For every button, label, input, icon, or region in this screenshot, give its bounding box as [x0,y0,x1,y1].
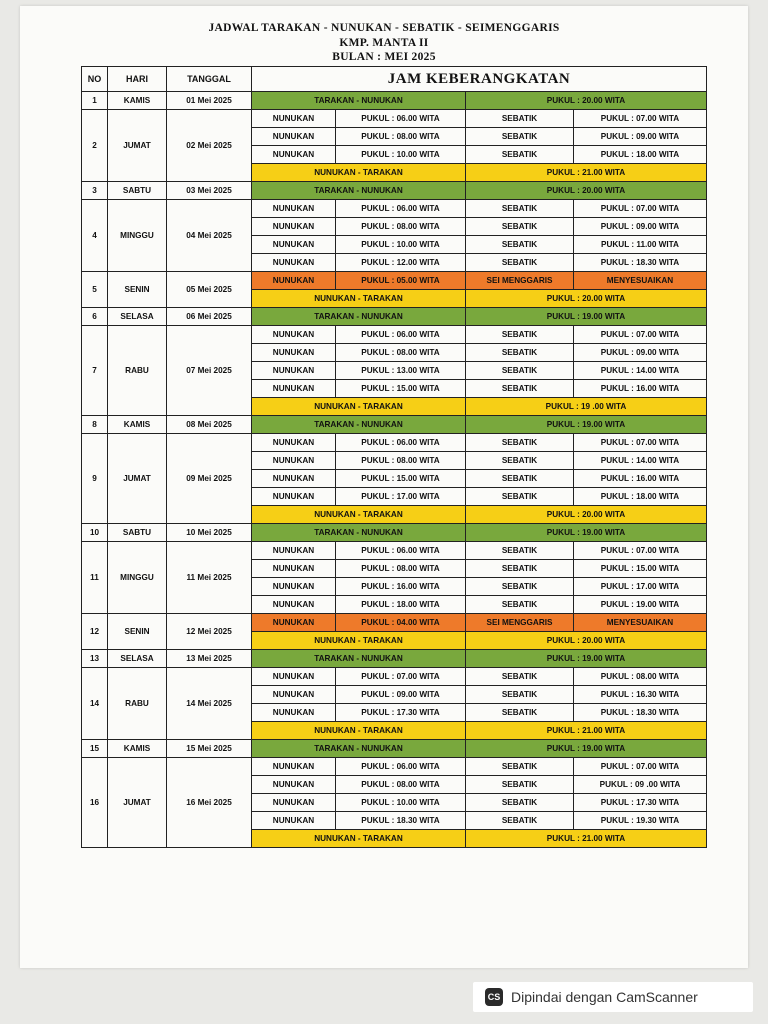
origin-cell: NUNUKAN [252,668,336,686]
date-cell: 01 Mei 2025 [167,92,252,110]
destination-cell: SEBATIK [466,488,574,506]
return-time-cell: PUKUL : 16.00 WITA [574,380,707,398]
date-cell: 04 Mei 2025 [167,200,252,272]
destination-cell: SEBATIK [466,560,574,578]
day-number-cell: 13 [82,650,108,668]
departure-time-cell: PUKUL : 10.00 WITA [336,794,466,812]
vessel-name: KMP. MANTA II [339,37,429,49]
origin-cell: NUNUKAN [252,362,336,380]
return-time-cell: PUKUL : 19.00 WITA [574,596,707,614]
origin-cell: NUNUKAN [252,704,336,722]
return-time-cell: PUKUL : 09.00 WITA [574,218,707,236]
date-cell: 13 Mei 2025 [167,650,252,668]
schedule-table [81,66,707,848]
origin-cell: NUNUKAN [252,794,336,812]
trip-row [82,434,707,452]
day-name-cell: MINGGU [108,542,167,614]
schedule-body [82,92,707,848]
date-cell: 03 Mei 2025 [167,182,252,200]
day-number-cell: 8 [82,416,108,434]
departure-time-cell: PUKUL : 05.00 WITA [336,272,466,290]
route-time-cell: PUKUL : 19.00 WITA [466,650,707,668]
day-number-cell: 6 [82,308,108,326]
date-cell: 12 Mei 2025 [167,614,252,650]
destination-cell: SEBATIK [466,776,574,794]
origin-cell: NUNUKAN [252,344,336,362]
origin-cell: NUNUKAN [252,200,336,218]
destination-cell: SEBATIK [466,668,574,686]
trip-row [82,200,707,218]
destination-cell: SEBATIK [466,200,574,218]
table-header-row [82,67,707,92]
date-cell: 15 Mei 2025 [167,740,252,758]
route-time-cell: PUKUL : 21.00 WITA [466,830,707,848]
return-time-cell: PUKUL : 07.00 WITA [574,758,707,776]
origin-cell: NUNUKAN [252,452,336,470]
route-time-cell: PUKUL : 20.00 WITA [466,182,707,200]
route-summary-row [82,740,707,758]
departure-time-cell: PUKUL : 07.00 WITA [336,668,466,686]
route-summary-row [82,182,707,200]
day-name-cell: SELASA [108,308,167,326]
destination-cell: SEBATIK [466,542,574,560]
camscanner-logo-icon: CS [485,988,503,1006]
route-cell: TARAKAN - NUNUKAN [252,182,466,200]
header-day: HARI [108,67,167,92]
destination-cell: SEBATIK [466,596,574,614]
route-time-cell: PUKUL : 20.00 WITA [466,92,707,110]
date-cell: 14 Mei 2025 [167,668,252,740]
route-cell: TARAKAN - NUNUKAN [252,416,466,434]
origin-cell: NUNUKAN [252,578,336,596]
route-cell: TARAKAN - NUNUKAN [252,524,466,542]
return-time-cell: PUKUL : 14.00 WITA [574,362,707,380]
origin-cell: NUNUKAN [252,686,336,704]
departure-time-cell: PUKUL : 15.00 WITA [336,470,466,488]
return-time-cell: PUKUL : 07.00 WITA [574,434,707,452]
destination-cell: SEBATIK [466,758,574,776]
day-name-cell: SENIN [108,272,167,308]
origin-cell: NUNUKAN [252,776,336,794]
departure-time-cell: PUKUL : 08.00 WITA [336,776,466,794]
destination-cell: SEBATIK [466,218,574,236]
date-cell: 06 Mei 2025 [167,308,252,326]
return-time-cell: PUKUL : 16.30 WITA [574,686,707,704]
route-time-cell: PUKUL : 19.00 WITA [466,524,707,542]
day-name-cell: JUMAT [108,110,167,182]
route-cell: TARAKAN - NUNUKAN [252,650,466,668]
day-name-cell: RABU [108,668,167,740]
return-time-cell: PUKUL : 07.00 WITA [574,200,707,218]
route-cell: NUNUKAN - TARAKAN [252,398,466,416]
day-number-cell: 16 [82,758,108,848]
watermark-text: Dipindai dengan CamScanner [511,989,698,1005]
destination-cell: SEBATIK [466,812,574,830]
day-number-cell: 12 [82,614,108,650]
origin-cell: NUNUKAN [252,560,336,578]
departure-time-cell: PUKUL : 12.00 WITA [336,254,466,272]
route-time-cell: PUKUL : 19.00 WITA [466,416,707,434]
day-name-cell: JUMAT [108,434,167,524]
trip-row [82,326,707,344]
destination-cell: SEBATIK [466,380,574,398]
departure-time-cell: PUKUL : 17.30 WITA [336,704,466,722]
return-time-cell: PUKUL : 18.30 WITA [574,254,707,272]
day-name-cell: RABU [108,326,167,416]
day-number-cell: 15 [82,740,108,758]
departure-time-cell: PUKUL : 08.00 WITA [336,344,466,362]
schedule-month: BULAN : MEI 2025 [332,51,436,63]
camscanner-watermark [473,982,753,1012]
origin-cell: NUNUKAN [252,596,336,614]
destination-cell: SEBATIK [466,704,574,722]
route-summary-row [82,92,707,110]
destination-cell: SEBATIK [466,452,574,470]
day-number-cell: 5 [82,272,108,308]
route-time-cell: PUKUL : 20.00 WITA [466,632,707,650]
day-name-cell: MINGGU [108,200,167,272]
destination-cell: SEBATIK [466,362,574,380]
day-number-cell: 1 [82,92,108,110]
return-time-cell: PUKUL : 09.00 WITA [574,128,707,146]
trip-row [82,758,707,776]
day-number-cell: 14 [82,668,108,740]
route-cell: NUNUKAN - TARAKAN [252,830,466,848]
origin-cell: NUNUKAN [252,236,336,254]
return-time-cell: PUKUL : 15.00 WITA [574,560,707,578]
departure-time-cell: PUKUL : 06.00 WITA [336,434,466,452]
date-cell: 08 Mei 2025 [167,416,252,434]
destination-cell: SEBATIK [466,686,574,704]
day-name-cell: KAMIS [108,92,167,110]
destination-cell: SEI MENGGARIS [466,614,574,632]
route-time-cell: PUKUL : 19 .00 WITA [466,398,707,416]
day-name-cell: SENIN [108,614,167,650]
departure-time-cell: PUKUL : 06.00 WITA [336,110,466,128]
destination-cell: SEBATIK [466,344,574,362]
departure-time-cell: PUKUL : 17.00 WITA [336,488,466,506]
route-time-cell: PUKUL : 21.00 WITA [466,164,707,182]
day-name-cell: KAMIS [108,416,167,434]
route-summary-row [82,308,707,326]
day-name-cell: KAMIS [108,740,167,758]
header-departure-time: JAM KEBERANGKATAN [252,67,707,92]
departure-time-cell: PUKUL : 08.00 WITA [336,218,466,236]
day-number-cell: 11 [82,542,108,614]
departure-time-cell: PUKUL : 18.00 WITA [336,596,466,614]
destination-cell: SEI MENGGARIS [466,272,574,290]
departure-time-cell: PUKUL : 09.00 WITA [336,686,466,704]
destination-cell: SEBATIK [466,794,574,812]
return-time-cell: PUKUL : 17.30 WITA [574,794,707,812]
route-cell: TARAKAN - NUNUKAN [252,92,466,110]
return-time-cell: PUKUL : 07.00 WITA [574,542,707,560]
route-summary-row [82,650,707,668]
departure-time-cell: PUKUL : 13.00 WITA [336,362,466,380]
route-cell: NUNUKAN - TARAKAN [252,164,466,182]
departure-time-cell: PUKUL : 08.00 WITA [336,128,466,146]
date-cell: 16 Mei 2025 [167,758,252,848]
destination-cell: SEBATIK [466,470,574,488]
destination-cell: SEBATIK [466,128,574,146]
return-time-cell: PUKUL : 09.00 WITA [574,344,707,362]
date-cell: 09 Mei 2025 [167,434,252,524]
trip-row [82,614,707,632]
origin-cell: NUNUKAN [252,470,336,488]
return-time-cell: PUKUL : 17.00 WITA [574,578,707,596]
route-time-cell: PUKUL : 19.00 WITA [466,740,707,758]
destination-cell: SEBATIK [466,254,574,272]
departure-time-cell: PUKUL : 04.00 WITA [336,614,466,632]
return-time-cell: PUKUL : 07.00 WITA [574,326,707,344]
day-number-cell: 9 [82,434,108,524]
date-cell: 07 Mei 2025 [167,326,252,416]
header-no: NO [82,67,108,92]
departure-time-cell: PUKUL : 08.00 WITA [336,452,466,470]
return-time-cell: PUKUL : 18.00 WITA [574,146,707,164]
route-cell: TARAKAN - NUNUKAN [252,740,466,758]
day-number-cell: 3 [82,182,108,200]
origin-cell: NUNUKAN [252,488,336,506]
origin-cell: NUNUKAN [252,218,336,236]
date-cell: 10 Mei 2025 [167,524,252,542]
day-number-cell: 7 [82,326,108,416]
schedule-title: JADWAL TARAKAN - NUNUKAN - SEBATIK - SEIMENGGARIS [208,22,560,34]
route-summary-row [82,416,707,434]
day-name-cell: SELASA [108,650,167,668]
trip-row [82,668,707,686]
destination-cell: SEBATIK [466,326,574,344]
route-cell: TARAKAN - NUNUKAN [252,308,466,326]
departure-time-cell: PUKUL : 15.00 WITA [336,380,466,398]
departure-time-cell: PUKUL : 06.00 WITA [336,758,466,776]
return-time-cell: PUKUL : 19.30 WITA [574,812,707,830]
origin-cell: NUNUKAN [252,614,336,632]
route-time-cell: PUKUL : 19.00 WITA [466,308,707,326]
destination-cell: SEBATIK [466,110,574,128]
departure-time-cell: PUKUL : 06.00 WITA [336,200,466,218]
departure-time-cell: PUKUL : 06.00 WITA [336,326,466,344]
date-cell: 02 Mei 2025 [167,110,252,182]
route-cell: NUNUKAN - TARAKAN [252,506,466,524]
day-name-cell: JUMAT [108,758,167,848]
return-time-cell: PUKUL : 08.00 WITA [574,668,707,686]
return-time-cell: MENYESUAIKAN [574,272,707,290]
day-name-cell: SABTU [108,182,167,200]
origin-cell: NUNUKAN [252,380,336,398]
departure-time-cell: PUKUL : 18.30 WITA [336,812,466,830]
origin-cell: NUNUKAN [252,542,336,560]
return-time-cell: PUKUL : 18.00 WITA [574,488,707,506]
origin-cell: NUNUKAN [252,326,336,344]
departure-time-cell: PUKUL : 08.00 WITA [336,560,466,578]
route-time-cell: PUKUL : 21.00 WITA [466,722,707,740]
departure-time-cell: PUKUL : 16.00 WITA [336,578,466,596]
day-number-cell: 4 [82,200,108,272]
route-cell: NUNUKAN - TARAKAN [252,722,466,740]
date-cell: 11 Mei 2025 [167,542,252,614]
route-cell: NUNUKAN - TARAKAN [252,290,466,308]
return-time-cell: PUKUL : 11.00 WITA [574,236,707,254]
day-number-cell: 2 [82,110,108,182]
destination-cell: SEBATIK [466,146,574,164]
origin-cell: NUNUKAN [252,128,336,146]
departure-time-cell: PUKUL : 10.00 WITA [336,236,466,254]
origin-cell: NUNUKAN [252,146,336,164]
route-time-cell: PUKUL : 20.00 WITA [466,506,707,524]
day-name-cell: SABTU [108,524,167,542]
trip-row [82,272,707,290]
trip-row [82,110,707,128]
return-time-cell: PUKUL : 14.00 WITA [574,452,707,470]
return-time-cell: PUKUL : 07.00 WITA [574,110,707,128]
departure-time-cell: PUKUL : 06.00 WITA [336,542,466,560]
origin-cell: NUNUKAN [252,254,336,272]
origin-cell: NUNUKAN [252,434,336,452]
origin-cell: NUNUKAN [252,812,336,830]
destination-cell: SEBATIK [466,434,574,452]
destination-cell: SEBATIK [466,236,574,254]
header-date: TANGGAL [167,67,252,92]
return-time-cell: PUKUL : 09 .00 WITA [574,776,707,794]
route-time-cell: PUKUL : 20.00 WITA [466,290,707,308]
origin-cell: NUNUKAN [252,272,336,290]
date-cell: 05 Mei 2025 [167,272,252,308]
departure-time-cell: PUKUL : 10.00 WITA [336,146,466,164]
origin-cell: NUNUKAN [252,110,336,128]
return-time-cell: PUKUL : 16.00 WITA [574,470,707,488]
destination-cell: SEBATIK [466,578,574,596]
trip-row [82,542,707,560]
origin-cell: NUNUKAN [252,758,336,776]
route-summary-row [82,524,707,542]
return-time-cell: PUKUL : 18.30 WITA [574,704,707,722]
day-number-cell: 10 [82,524,108,542]
return-time-cell: MENYESUAIKAN [574,614,707,632]
route-cell: NUNUKAN - TARAKAN [252,632,466,650]
